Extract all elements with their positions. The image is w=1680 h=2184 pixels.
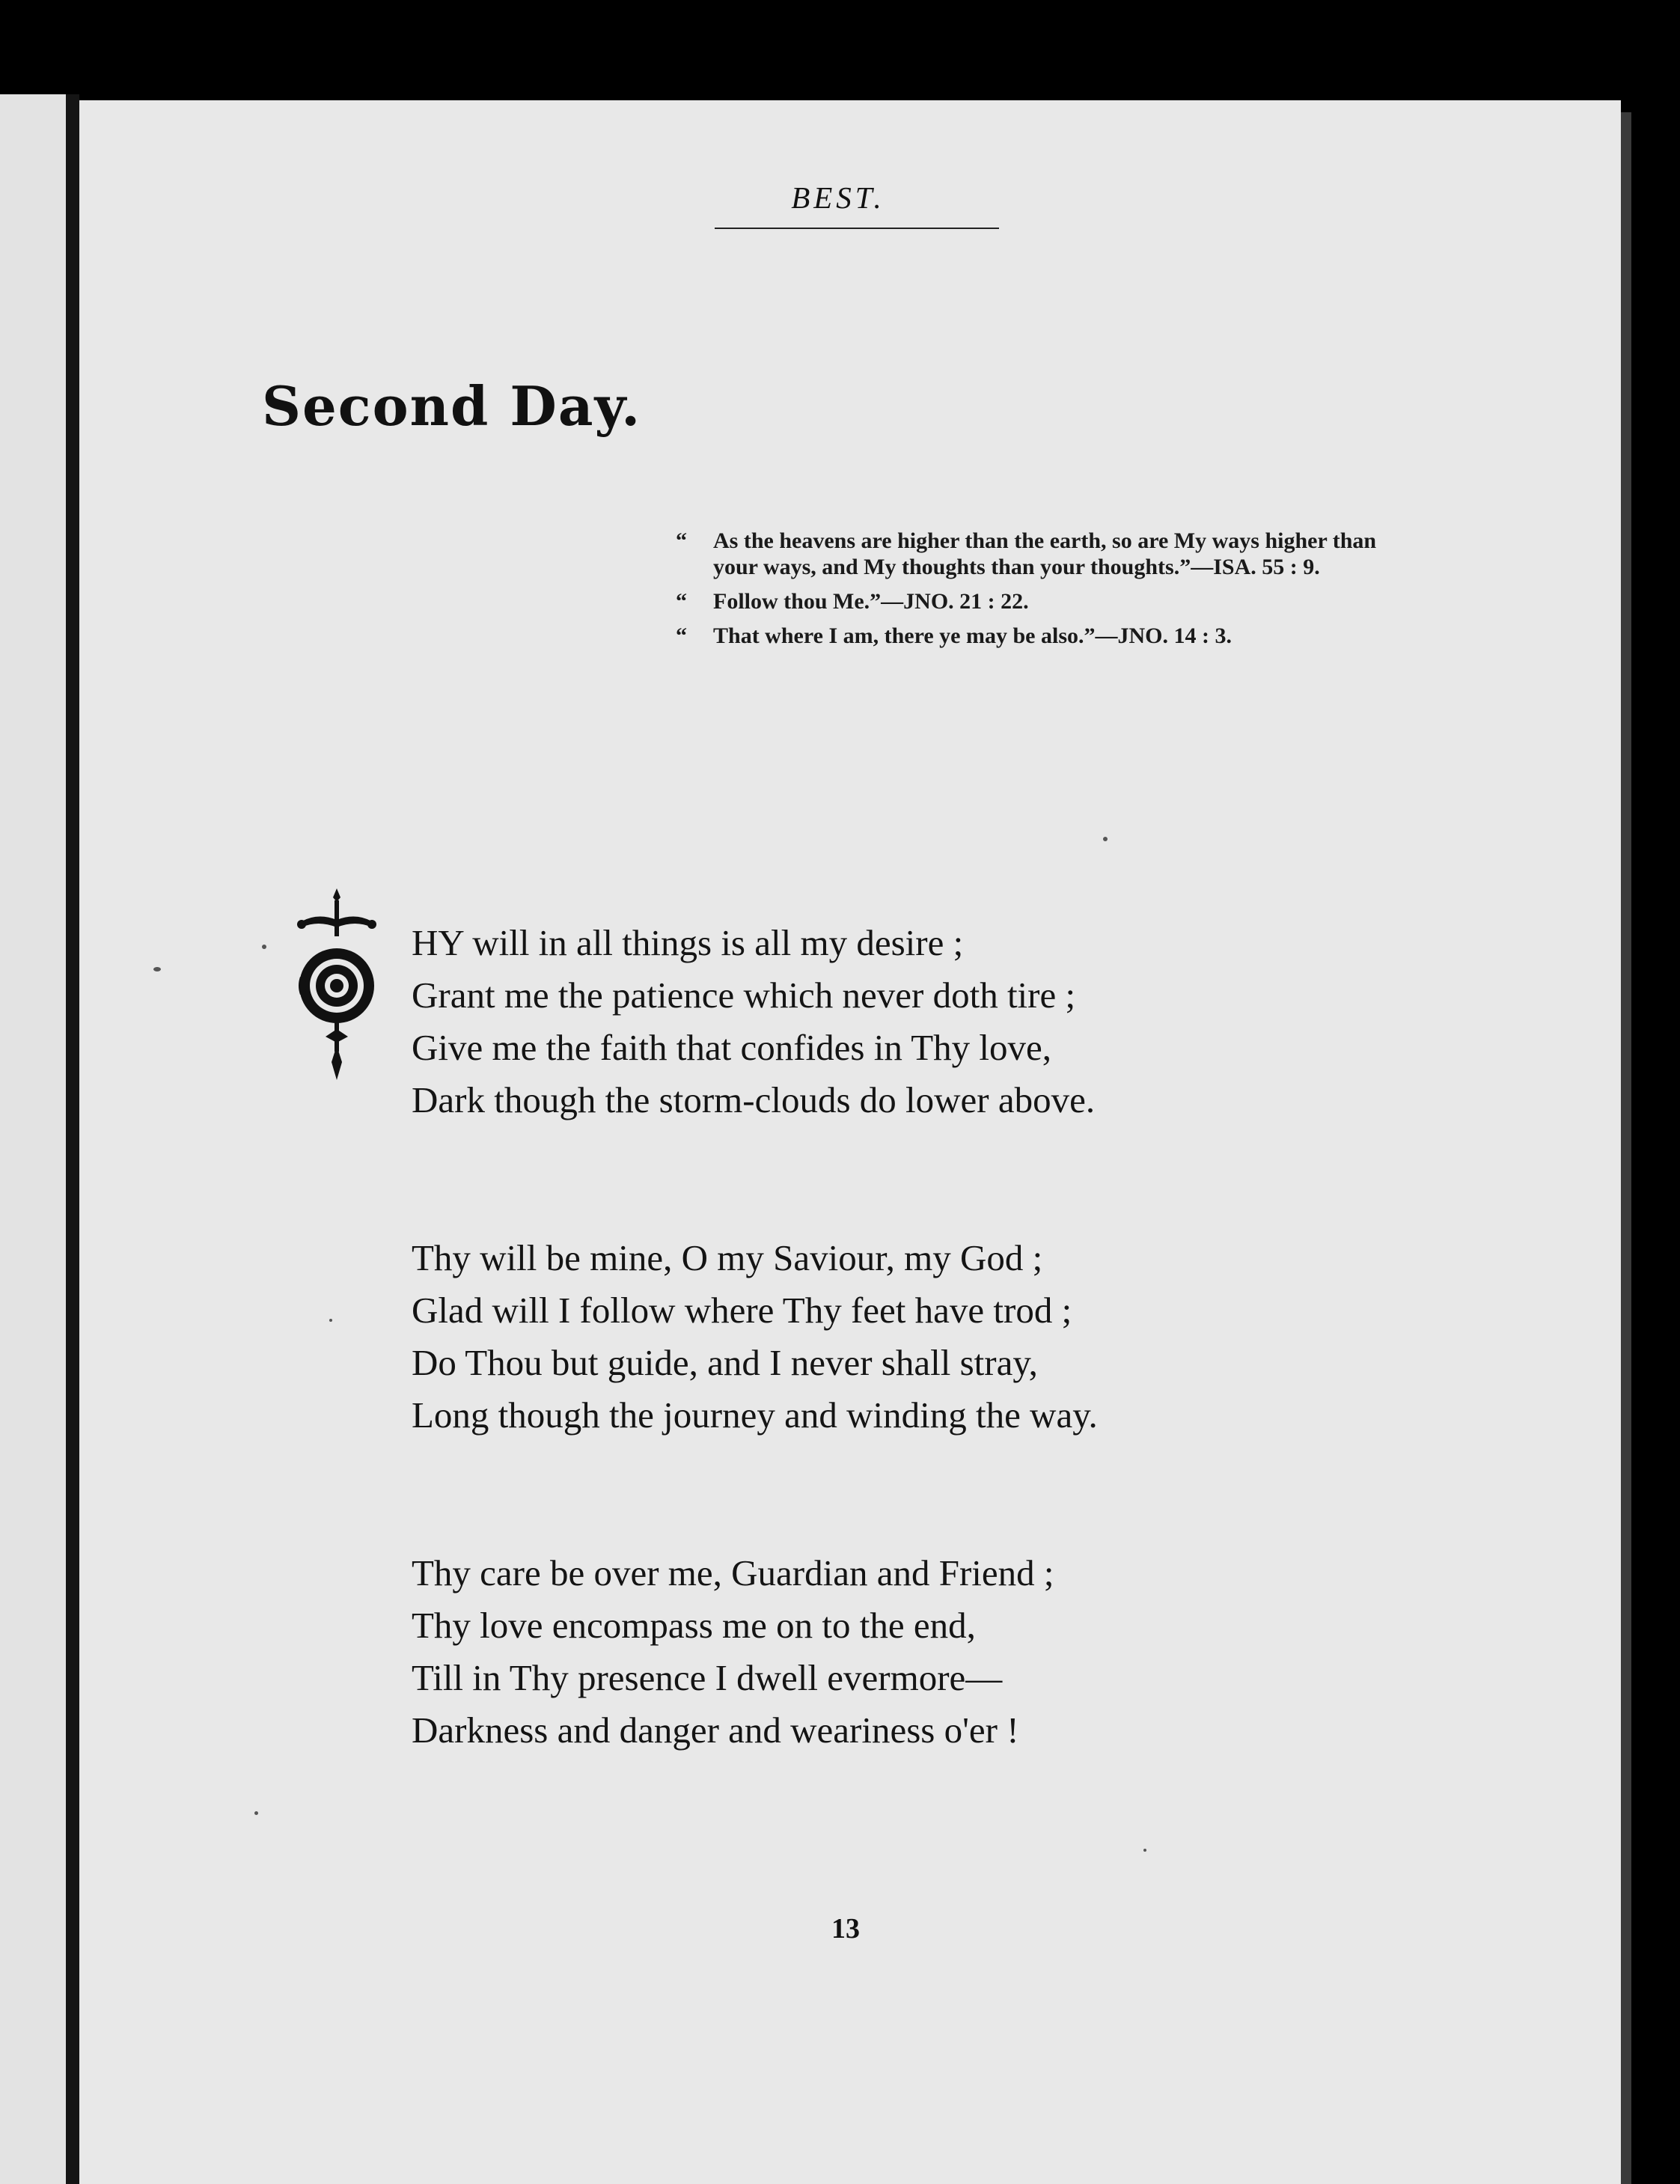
poem-line: Grant me the patience which never doth tire ; — [412, 974, 1076, 1016]
poem-line: Give me the faith that confides in Thy love, — [412, 1027, 1052, 1068]
facing-page-edge — [0, 94, 66, 2184]
epigraph-block — [670, 528, 1388, 657]
open-quote: “ — [676, 589, 687, 614]
scan-speck — [262, 945, 266, 949]
scan-speck — [1103, 837, 1108, 841]
scan-speck — [254, 1811, 258, 1815]
poem-line: Do Thou but guide, and I never shall stray, — [412, 1342, 1038, 1383]
running-title: BEST. — [791, 180, 885, 215]
running-title-rule — [715, 228, 999, 229]
poem-line: Thy will be mine, O my Saviour, my God ; — [412, 1237, 1043, 1278]
section-title: Second Day. — [262, 374, 642, 438]
poem-line: Dark though the storm-clouds do lower above. — [412, 1079, 1096, 1120]
poem-line: Thy love encompass me on to the end, — [412, 1605, 976, 1646]
stanza — [412, 1547, 1459, 1757]
poem-line: Glad will I follow where Thy feet have trod ; — [412, 1290, 1072, 1331]
epigraph — [670, 588, 1388, 614]
scan-speck — [153, 967, 161, 971]
epigraph-text: As the heavens are higher than the earth, so are My ways higher than your ways, and My thoughts than your thoughts.”—ISA. 55 : 9. — [713, 528, 1377, 579]
page-shadow-edge — [1621, 112, 1631, 2184]
stanza — [412, 917, 1459, 1126]
scan-speck — [1143, 1849, 1146, 1852]
poem-line: HY will in all things is all my desire ; — [412, 922, 964, 963]
epigraph-text: That where I am, there ye may be also.”—JNO. 14 : 3. — [713, 623, 1232, 648]
poem-line: Thy care be over me, Guardian and Friend ; — [412, 1552, 1054, 1593]
epigraph — [670, 528, 1388, 580]
ornamental-drop-cap-icon — [296, 887, 378, 1082]
poem — [412, 917, 1459, 1757]
poem-line: Till in Thy presence I dwell evermore— — [412, 1657, 1003, 1698]
epigraph — [670, 623, 1388, 649]
scan-speck — [329, 1319, 332, 1322]
open-quote: “ — [676, 623, 687, 648]
book-gutter — [66, 94, 79, 2184]
poem-line: Long though the journey and winding the way. — [412, 1394, 1098, 1436]
page-number: 13 — [831, 1913, 860, 1944]
poem-line: Darkness and danger and weariness o'er ! — [412, 1709, 1019, 1751]
epigraph-text: Follow thou Me.”—JNO. 21 : 22. — [713, 589, 1029, 614]
open-quote: “ — [676, 528, 687, 553]
stanza — [412, 1232, 1459, 1442]
